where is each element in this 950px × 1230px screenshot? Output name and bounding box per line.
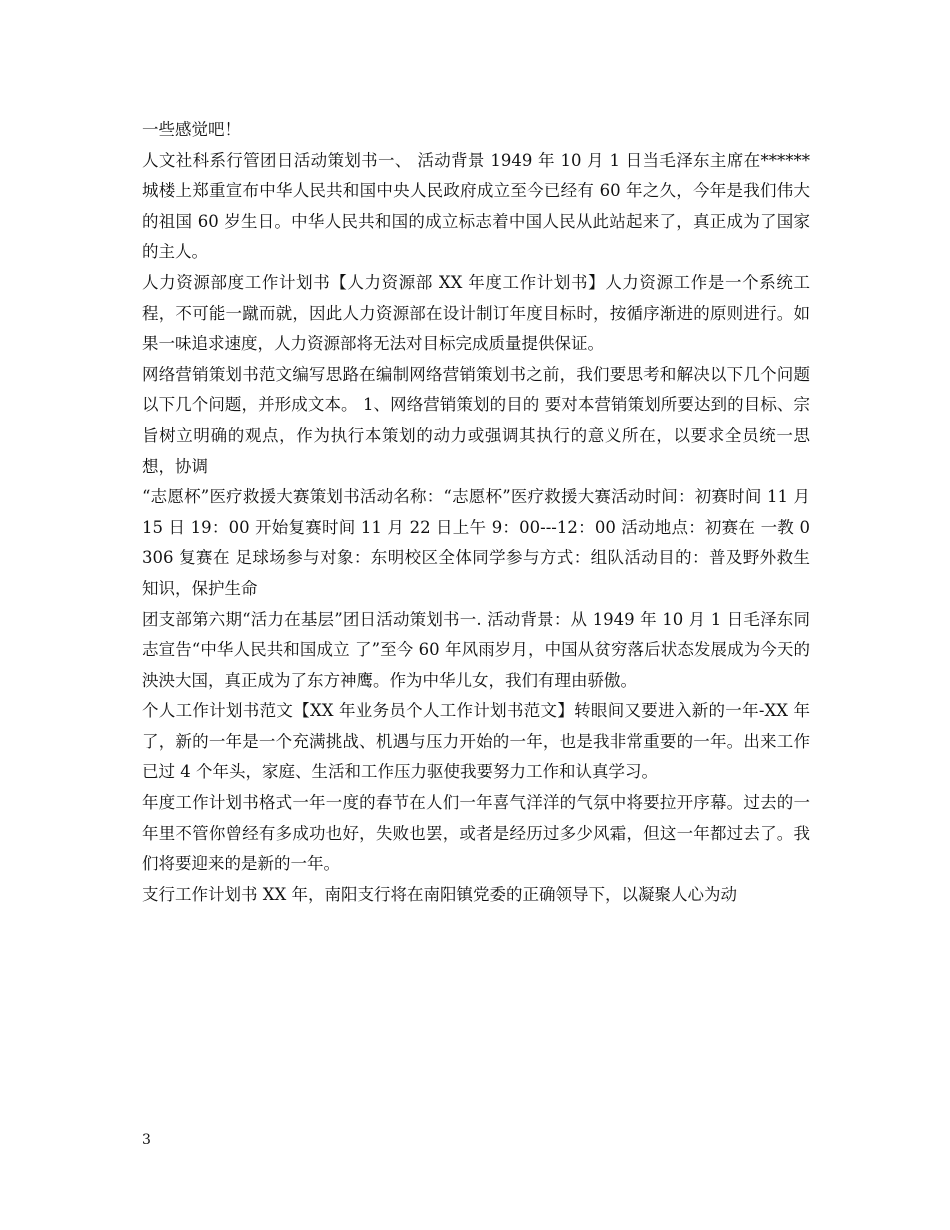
paragraph: 年度工作计划书格式一年一度的春节在人们一年喜气洋洋的气氛中将要拉开序幕。过去的一年里不管你曾经有多成功也好，失败也罢，或者是经历过多少风霜，但这一年都过去了。我们将要迎来的是新的一年。 xyxy=(142,793,810,874)
paragraph: 人文社科系行管团日活动策划书一、 活动背景 1949 年 10 月 1 日当毛泽东主席在******城楼上郑重宣布中华人民共和国中央人民政府成立至今已经有 60 年之久，今年是我们伟大的祖国 60 岁生日。中华人民共和国的成立标志着中国人民从此站起来了，真正成为了国家的主人。 xyxy=(142,150,810,262)
document-body xyxy=(142,115,810,910)
paragraph: 支行工作计划书 XX 年，南阳支行将在南阳镇党委的正确领导下，以凝聚人心为动 xyxy=(142,884,737,904)
paragraph: 人力资源部度工作计划书【人力资源部 XX 年度工作计划书】人力资源工作是一个系统工程，不可能一蹴而就，因此人力资源部在设计制订年度目标时，按循序渐进的原则进行。如果一味追求速度，人力资源部将无法对目标完成质量提供保证。 xyxy=(142,272,810,354)
paragraph: “志愿杯”医疗救援大赛策划书活动名称：“志愿杯”医疗救援大赛活动时间：初赛时间 11 月 15 日 19：00 开始复赛时间 11 月 22 日上午 9：00---12：00 活动地点：初赛在 一教 0306 复赛在 足球场参与对象：东明校区全体同学参与方式：组队活动目的：普及野外救生知识，保护生命 xyxy=(142,487,810,598)
paragraph: 一些感觉吧！ xyxy=(142,120,241,139)
paragraph: 团支部第六期“活力在基层”团日活动策划书一. 活动背景：从 1949 年 10 月 1 日毛泽东同志宣告“中华人民共和国成立 了”至今 60 年风雨岁月，中国从贫穷落后状态发展成为今天的泱泱大国，真正成为了东方神鹰。作为中华儿女，我们有理由骄傲。 xyxy=(142,609,810,690)
paragraph: 个人工作计划书范文【XX 年业务员个人工作计划书范文】转眼间又要进入新的一年-XX 年了，新的一年是一个充满挑战、机遇与压力开始的一年，也是我非常重要的一年。出来工作已过 4 个年头，家庭、生活和工作压力驱使我要努力工作和认真学习。 xyxy=(142,701,810,782)
paragraph: 网络营销策划书范文编写思路在编制网络营销策划书之前，我们要思考和解决以下几个问题以下几个问题，并形成文本。 1、网络营销策划的目的 要对本营销策划所要达到的目标、宗旨树立明确的观点，作为执行本策划的动力或强调其执行的意义所在，以要求全员统一思想，协调 xyxy=(142,364,810,476)
page-number: 3 xyxy=(142,1132,151,1148)
